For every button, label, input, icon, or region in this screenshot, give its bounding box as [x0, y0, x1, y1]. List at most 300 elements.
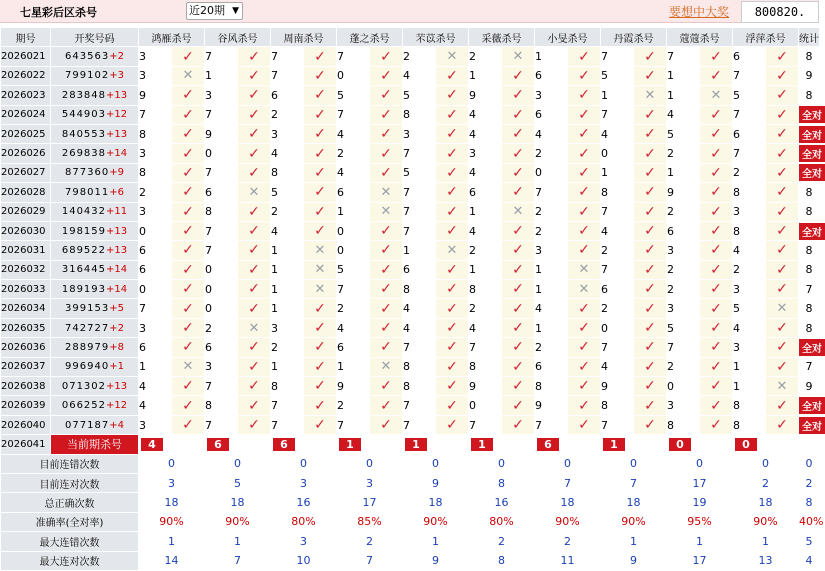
draw-sum: +2: [109, 51, 124, 63]
result-cell: [568, 221, 601, 240]
check-icon: ✓: [182, 242, 194, 259]
result-cell: [370, 415, 403, 434]
check-icon: ✓: [578, 87, 590, 104]
cross-icon: ✕: [710, 87, 722, 103]
check-icon: ✓: [578, 378, 590, 395]
check-icon: ✓: [710, 320, 722, 337]
draw-sum: +14: [106, 148, 128, 160]
check-icon: ✓: [380, 87, 392, 104]
pick-cell: 1: [535, 260, 568, 279]
pick-cell: 5: [337, 260, 370, 279]
result-cell: [172, 86, 205, 105]
result-cell: [304, 66, 337, 85]
check-icon: ✓: [644, 320, 656, 337]
check-icon: ✓: [512, 67, 524, 84]
result-cell: [304, 221, 337, 240]
draw-number: 071302: [61, 380, 107, 392]
draw-number: 198159: [61, 225, 107, 237]
result-cell: [766, 415, 799, 434]
current-pick-cell: [271, 435, 337, 454]
column-header-expert: 鸿雁杀号: [139, 28, 205, 47]
result-cell: [370, 260, 403, 279]
pick-cell: 9: [469, 377, 502, 396]
draw-sum: +13: [106, 380, 128, 392]
column-header-expert: 周南杀号: [271, 28, 337, 47]
draw-sum: +6: [109, 186, 124, 198]
pick-cell: 3: [535, 86, 568, 105]
result-cell: [700, 86, 733, 105]
draw-cell: [51, 357, 139, 376]
all-correct-badge: 全对: [799, 145, 825, 162]
header-row: [1, 28, 820, 47]
result-cell: [304, 241, 337, 260]
pick-cell: 8: [601, 396, 634, 415]
check-icon: ✓: [380, 300, 392, 317]
check-icon: ✓: [776, 87, 788, 104]
result-cell: [766, 241, 799, 260]
draw-sum: +3: [109, 70, 124, 82]
check-icon: ✓: [710, 417, 722, 433]
check-icon: ✓: [776, 397, 788, 414]
pick-cell: 6: [337, 183, 370, 202]
pick-cell: 8: [271, 163, 304, 182]
result-cell: [502, 105, 535, 124]
pick-cell: 4: [337, 163, 370, 182]
result-cell: [172, 299, 205, 318]
check-icon: ✓: [578, 145, 590, 162]
stat-cell: 8: [799, 202, 820, 221]
stat-value: 18: [535, 493, 601, 512]
column-header-expert: 谷风杀号: [205, 28, 271, 47]
result-cell: [304, 280, 337, 299]
check-icon: ✓: [446, 261, 458, 278]
stat-value: 17: [667, 551, 733, 570]
pick-cell: 7: [403, 221, 436, 240]
stat-label: 总正确次数: [1, 493, 139, 512]
result-cell: [634, 377, 667, 396]
current-pick-badge: 0: [669, 438, 691, 451]
current-pick-cell: [667, 435, 733, 454]
table-row: [1, 260, 820, 279]
current-pick-cell: [733, 435, 799, 454]
draw-cell: [51, 415, 139, 434]
draw-number: 996940: [65, 361, 110, 373]
promo-link[interactable]: 要想中大奖: [669, 5, 730, 19]
current-pick-cell: [469, 435, 535, 454]
check-icon: ✓: [512, 358, 524, 375]
check-icon: ✓: [248, 203, 260, 220]
draw-number: 316445: [61, 264, 107, 276]
result-cell: [238, 105, 271, 124]
result-cell: [436, 338, 469, 357]
stat-cell: 8: [799, 299, 820, 318]
check-icon: ✓: [776, 126, 788, 143]
period-select[interactable]: [186, 2, 243, 20]
pick-cell: 5: [403, 86, 436, 105]
check-icon: ✓: [512, 339, 524, 356]
pick-cell: 6: [403, 260, 436, 279]
stat-value: 16: [271, 493, 337, 512]
stat-cell: 8: [799, 47, 820, 66]
column-header-expert: 浮萍杀号: [733, 28, 799, 47]
draw-cell: [51, 202, 139, 221]
check-icon: ✓: [248, 300, 260, 317]
check-icon: ✓: [644, 339, 656, 356]
check-icon: ✓: [314, 184, 326, 201]
current-pick-cell: [601, 435, 667, 454]
stat-value: 11: [535, 551, 601, 570]
check-icon: ✓: [644, 184, 656, 201]
result-cell: [700, 357, 733, 376]
pick-cell: 5: [667, 318, 700, 337]
check-icon: ✓: [446, 106, 458, 123]
result-cell: [502, 163, 535, 182]
check-icon: ✓: [182, 48, 194, 65]
stat-value: 8: [469, 551, 535, 570]
current-pick-cell: [337, 435, 403, 454]
check-icon: ✓: [644, 48, 656, 65]
result-cell: [502, 357, 535, 376]
result-cell: [370, 183, 403, 202]
pick-cell: 8: [139, 163, 172, 182]
current-pick-badge: 1: [471, 438, 493, 451]
stat-cell: [799, 144, 820, 163]
check-icon: ✓: [578, 48, 590, 65]
table-row: [1, 47, 820, 66]
pick-cell: 8: [733, 396, 766, 415]
pick-cell: 7: [139, 105, 172, 124]
pick-cell: 2: [337, 144, 370, 163]
cross-icon: ✕: [380, 184, 392, 200]
stat-value: 80%: [469, 512, 535, 531]
pick-cell: 0: [139, 221, 172, 240]
check-icon: ✓: [776, 358, 788, 375]
result-cell: [238, 357, 271, 376]
check-icon: ✓: [182, 184, 194, 201]
stat-cell: 7: [799, 357, 820, 376]
stat-value: 18: [601, 493, 667, 512]
check-icon: ✓: [512, 164, 524, 181]
stat-cell: 9: [799, 66, 820, 85]
check-icon: ✓: [380, 67, 392, 84]
check-icon: ✓: [512, 184, 524, 201]
current-pick-badge: 1: [339, 438, 361, 451]
result-cell: [172, 163, 205, 182]
result-cell: [172, 338, 205, 357]
cross-icon: ✕: [314, 281, 326, 297]
check-icon: ✓: [644, 378, 656, 395]
result-cell: [700, 396, 733, 415]
result-cell: [370, 124, 403, 143]
result-cell: [238, 144, 271, 163]
result-cell: [436, 86, 469, 105]
result-cell: [172, 241, 205, 260]
draw-number: 689522: [61, 244, 107, 256]
pick-cell: 3: [139, 202, 172, 221]
check-icon: ✓: [446, 397, 458, 414]
pick-cell: 7: [535, 415, 568, 434]
draw-cell: [51, 86, 139, 105]
check-icon: ✓: [314, 106, 326, 123]
result-cell: [238, 299, 271, 318]
stat-label: 最大连错次数: [1, 532, 139, 551]
result-cell: [304, 357, 337, 376]
check-icon: ✓: [578, 300, 590, 317]
result-cell: [238, 221, 271, 240]
issue-cell: 2026022: [1, 66, 51, 85]
issue-cell: 2026038: [1, 377, 51, 396]
pick-cell: 1: [733, 357, 766, 376]
check-icon: ✓: [446, 417, 458, 433]
pick-cell: 7: [205, 221, 238, 240]
stat-cell: [799, 163, 820, 182]
check-icon: ✓: [446, 339, 458, 356]
check-icon: ✓: [512, 378, 524, 395]
check-icon: ✓: [776, 106, 788, 123]
pick-cell: 8: [667, 415, 700, 434]
result-cell: [172, 377, 205, 396]
pick-cell: 2: [337, 299, 370, 318]
check-icon: ✓: [578, 184, 590, 201]
current-pick-badge: 6: [537, 438, 559, 451]
stat-row: [1, 473, 820, 492]
check-icon: ✓: [710, 145, 722, 162]
check-icon: ✓: [710, 242, 722, 259]
stat-row: [1, 454, 820, 473]
check-icon: ✓: [314, 378, 326, 395]
pick-cell: 2: [535, 144, 568, 163]
result-cell: [700, 318, 733, 337]
stat-value: 3: [139, 473, 205, 492]
result-cell: [634, 338, 667, 357]
pick-cell: 4: [667, 105, 700, 124]
cross-icon: ✕: [776, 301, 788, 317]
result-cell: [502, 241, 535, 260]
pick-cell: 4: [139, 396, 172, 415]
draw-cell: [51, 299, 139, 318]
pick-cell: 3: [139, 144, 172, 163]
check-icon: ✓: [380, 48, 392, 65]
pick-cell: 1: [271, 241, 304, 260]
pick-cell: 7: [733, 105, 766, 124]
result-cell: [304, 396, 337, 415]
stat-value: 1: [667, 532, 733, 551]
draw-number: 742727: [65, 322, 110, 334]
check-icon: ✓: [380, 126, 392, 143]
stat-value: 0: [403, 454, 469, 473]
check-icon: ✓: [512, 397, 524, 414]
check-icon: ✓: [380, 164, 392, 181]
result-cell: [436, 183, 469, 202]
pick-cell: 4: [601, 221, 634, 240]
pick-cell: 7: [139, 299, 172, 318]
cross-icon: ✕: [182, 359, 194, 375]
result-cell: [568, 260, 601, 279]
check-icon: ✓: [776, 48, 788, 65]
pick-cell: 3: [733, 202, 766, 221]
current-label: 当前期杀号: [51, 435, 139, 454]
check-icon: ✓: [380, 339, 392, 356]
check-icon: ✓: [380, 145, 392, 162]
stat-value: 90%: [535, 512, 601, 531]
pick-cell: 6: [205, 338, 238, 357]
stat-value: 0: [469, 454, 535, 473]
result-cell: [304, 47, 337, 66]
pick-cell: 4: [403, 318, 436, 337]
draw-number: 066252: [61, 400, 107, 412]
cross-icon: ✕: [248, 184, 260, 200]
check-icon: ✓: [578, 339, 590, 356]
result-cell: [634, 415, 667, 434]
pick-cell: 8: [733, 221, 766, 240]
result-cell: [766, 144, 799, 163]
draw-number: 643563: [65, 51, 110, 63]
draw-sum: +11: [106, 206, 128, 218]
pick-cell: 0: [139, 280, 172, 299]
issue-cell: 2026033: [1, 280, 51, 299]
result-cell: [238, 183, 271, 202]
stat-value: 0: [535, 454, 601, 473]
result-cell: [172, 260, 205, 279]
draw-sum: +9: [109, 167, 124, 179]
stat-value: 10: [271, 551, 337, 570]
result-cell: [700, 144, 733, 163]
result-cell: [172, 124, 205, 143]
cross-icon: ✕: [314, 262, 326, 278]
result-cell: [304, 377, 337, 396]
draw-sum: +4: [109, 419, 124, 431]
pick-cell: 7: [403, 338, 436, 357]
check-icon: ✓: [446, 281, 458, 298]
check-icon: ✓: [512, 281, 524, 298]
check-icon: ✓: [512, 126, 524, 143]
result-cell: [502, 377, 535, 396]
table-row: [1, 183, 820, 202]
result-cell: [502, 338, 535, 357]
issue-cell: 2026026: [1, 144, 51, 163]
check-icon: ✓: [446, 145, 458, 162]
pick-cell: 3: [667, 241, 700, 260]
result-cell: [700, 163, 733, 182]
current-pick-badge: 1: [603, 438, 625, 451]
stat-value: 5: [205, 473, 271, 492]
pick-cell: 4: [337, 318, 370, 337]
draw-number: 077187: [65, 419, 110, 431]
pick-cell: 3: [271, 318, 304, 337]
result-cell: [238, 86, 271, 105]
table-row: [1, 163, 820, 182]
result-cell: [700, 338, 733, 357]
current-row: [1, 435, 820, 454]
result-cell: [568, 338, 601, 357]
pick-cell: 7: [469, 338, 502, 357]
draw-sum: +13: [106, 244, 128, 256]
result-cell: [436, 241, 469, 260]
stat-value: 2: [337, 532, 403, 551]
result-cell: [172, 221, 205, 240]
check-icon: ✓: [248, 106, 260, 123]
pick-cell: 5: [337, 86, 370, 105]
column-header-expert: 丹霞杀号: [601, 28, 667, 47]
pick-cell: 6: [733, 47, 766, 66]
pick-cell: 0: [535, 163, 568, 182]
result-cell: [370, 318, 403, 337]
draw-number: 189193: [61, 283, 107, 295]
result-cell: [766, 105, 799, 124]
pick-cell: 5: [403, 163, 436, 182]
result-cell: [700, 377, 733, 396]
result-cell: [502, 47, 535, 66]
result-cell: [634, 144, 667, 163]
draw-sum: +5: [109, 303, 124, 315]
result-cell: [304, 299, 337, 318]
pick-cell: 6: [535, 66, 568, 85]
pick-cell: 2: [733, 163, 766, 182]
pick-cell: 4: [601, 357, 634, 376]
check-icon: ✓: [578, 397, 590, 414]
result-cell: [568, 47, 601, 66]
stat-value: 40%: [799, 512, 820, 531]
pick-cell: 8: [139, 124, 172, 143]
column-header-draw: 开奖号码: [51, 28, 139, 47]
issue-cell: 2026021: [1, 47, 51, 66]
result-cell: [172, 202, 205, 221]
stat-cell: 9: [799, 377, 820, 396]
site-watermark: 800820.: [741, 1, 819, 23]
result-cell: [172, 144, 205, 163]
result-cell: [634, 163, 667, 182]
all-correct-badge: 全对: [799, 417, 825, 434]
pick-cell: 3: [139, 415, 172, 434]
stat-row: [1, 512, 820, 531]
pick-cell: 6: [469, 183, 502, 202]
result-cell: [172, 415, 205, 434]
pick-cell: 3: [667, 396, 700, 415]
check-icon: ✓: [710, 184, 722, 201]
pick-cell: 6: [667, 221, 700, 240]
pick-cell: 9: [139, 86, 172, 105]
check-icon: ✓: [380, 417, 392, 433]
check-icon: ✓: [182, 378, 194, 395]
stat-value: 0: [205, 454, 271, 473]
draw-number: 840553: [61, 128, 107, 140]
draw-number: 288979: [65, 341, 110, 353]
stat-value: 16: [469, 493, 535, 512]
stat-cell: 8: [799, 183, 820, 202]
pick-cell: 7: [337, 415, 370, 434]
pick-cell: 4: [535, 124, 568, 143]
pick-cell: 8: [535, 377, 568, 396]
pick-cell: 7: [337, 280, 370, 299]
draw-cell: [51, 47, 139, 66]
pick-cell: 7: [205, 415, 238, 434]
result-cell: [568, 377, 601, 396]
result-cell: [370, 105, 403, 124]
result-cell: [304, 124, 337, 143]
result-cell: [568, 299, 601, 318]
stat-row: [1, 493, 820, 512]
result-cell: [304, 202, 337, 221]
result-cell: [700, 124, 733, 143]
result-cell: [568, 241, 601, 260]
all-correct-badge: 全对: [799, 164, 825, 181]
result-cell: [436, 280, 469, 299]
check-icon: ✓: [710, 378, 722, 395]
draw-sum: +13: [106, 128, 128, 140]
stat-value: 90%: [403, 512, 469, 531]
result-cell: [436, 144, 469, 163]
pick-cell: 1: [337, 202, 370, 221]
